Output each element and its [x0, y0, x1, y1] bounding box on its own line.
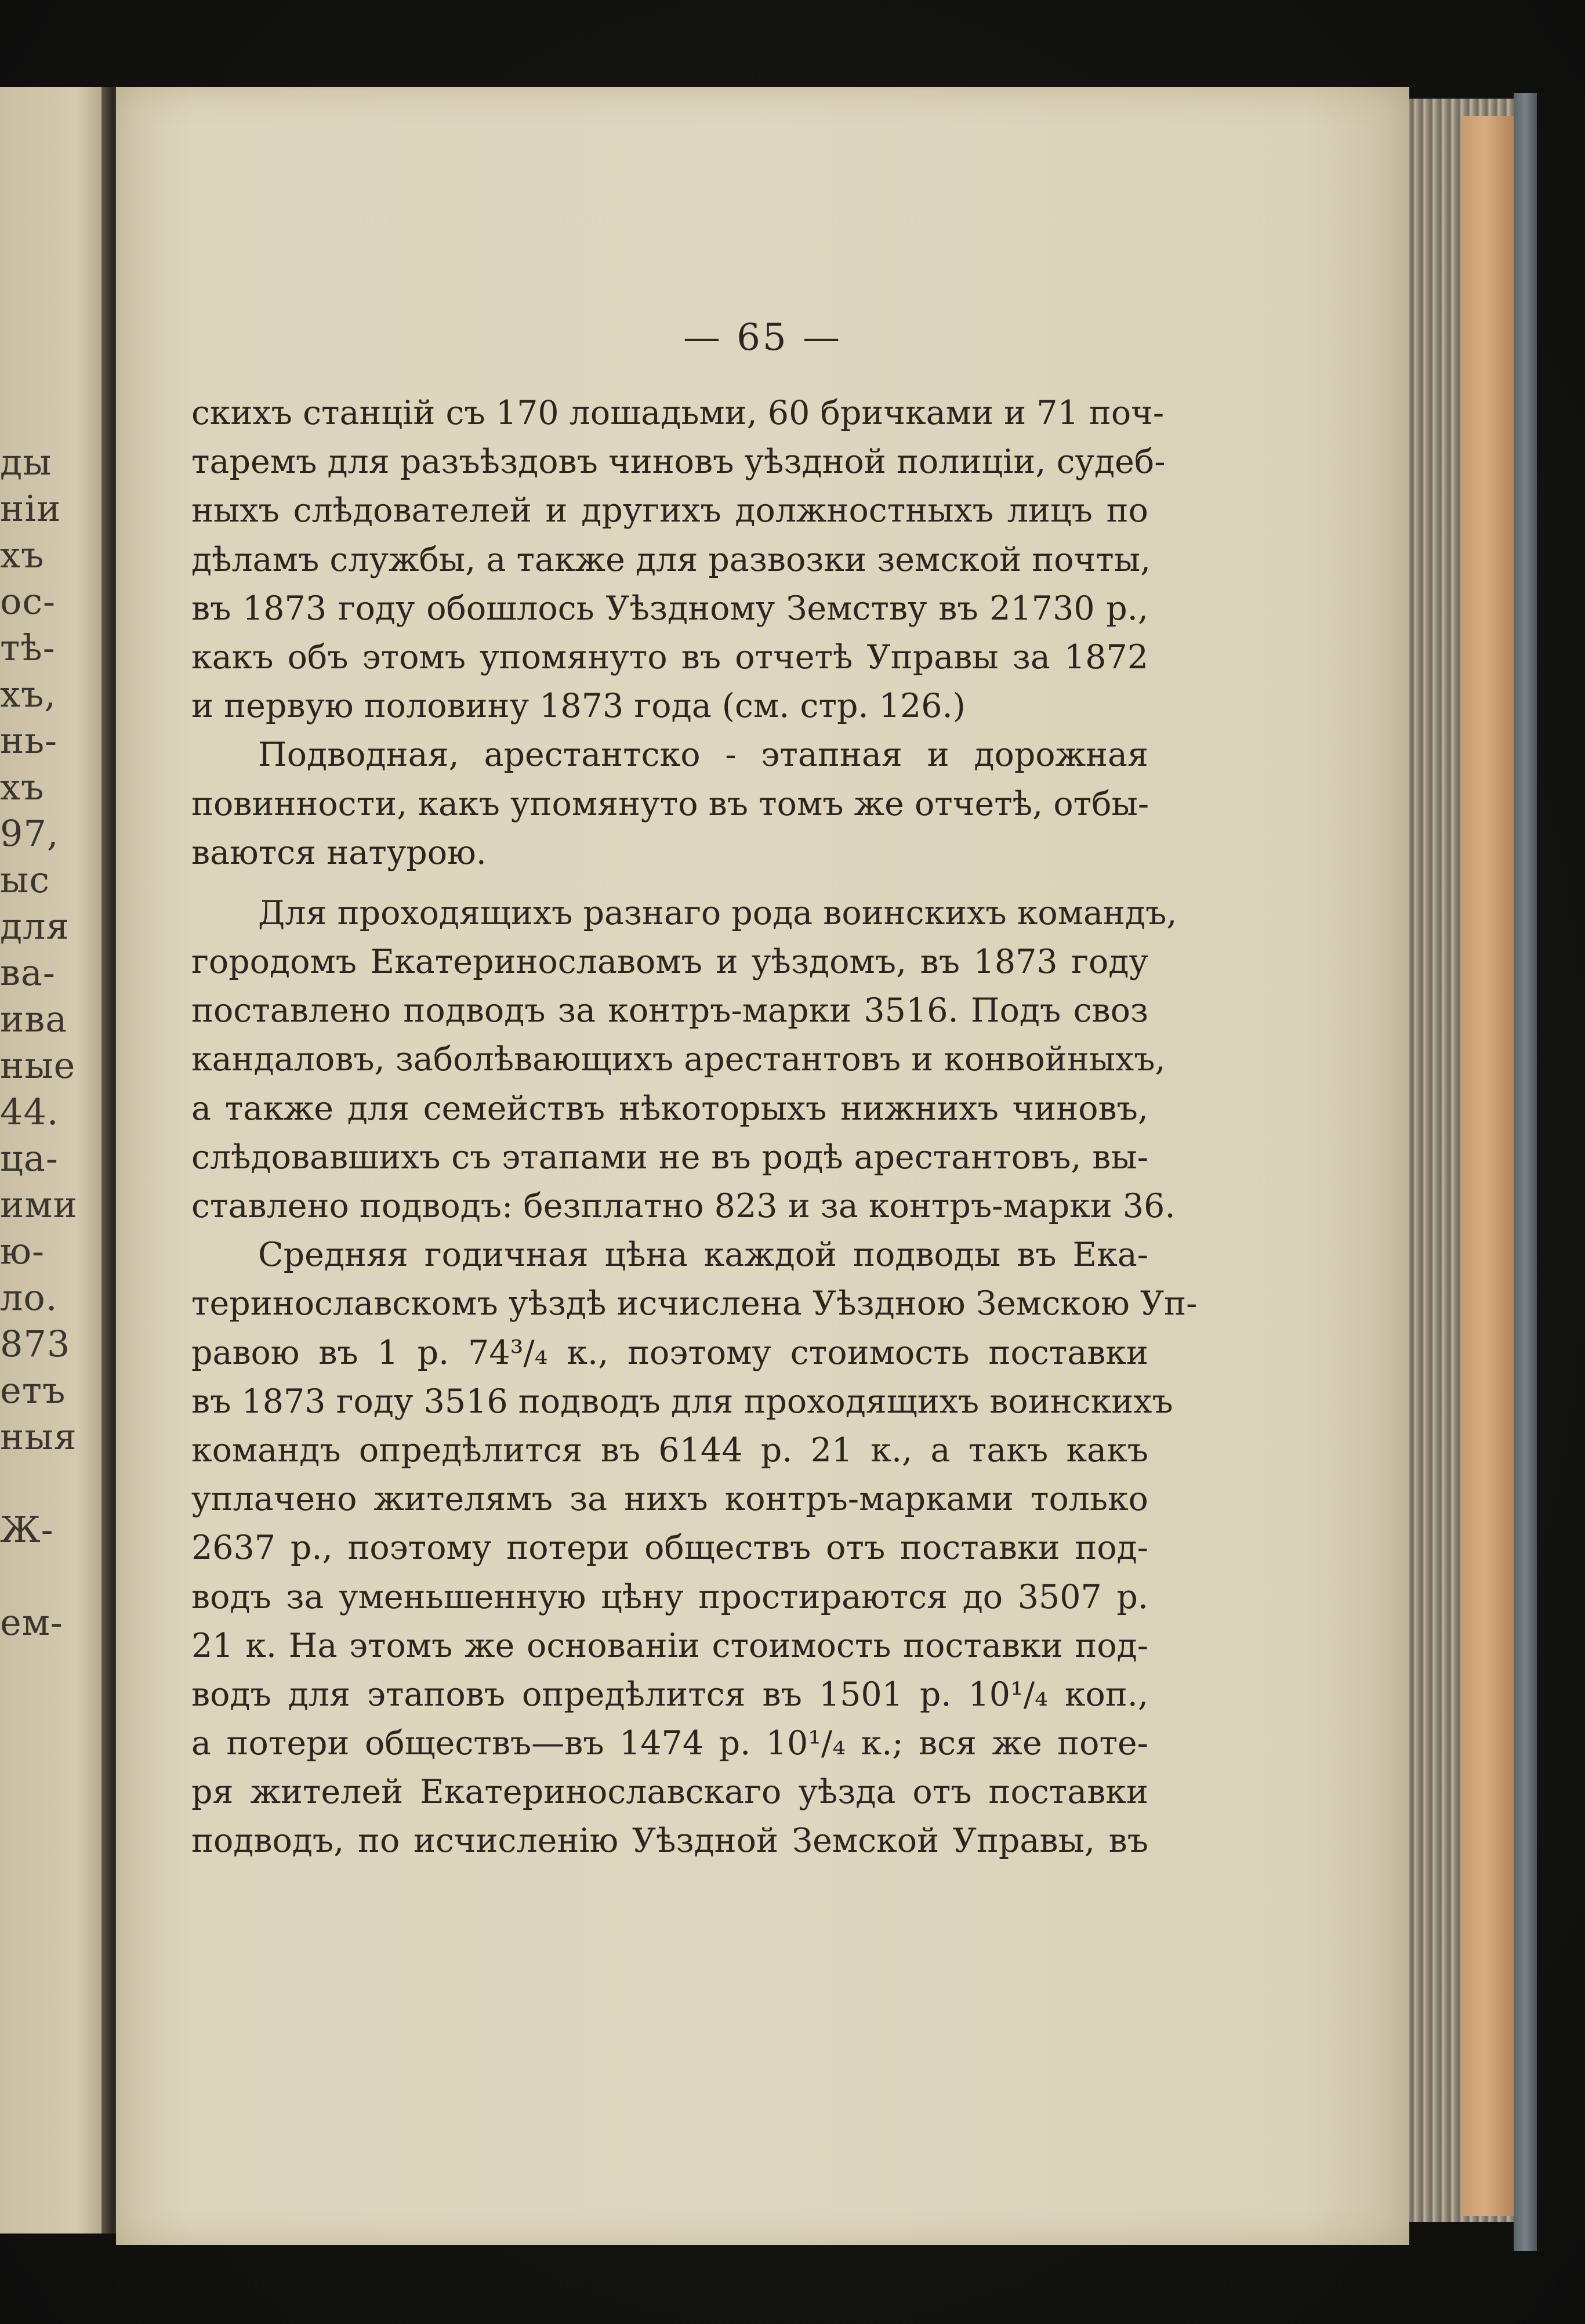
previous-page-text-fragment: ими	[0, 1183, 78, 1226]
text-line: повинности, какъ упомянуто въ томъ же отчетѣ, отбы-	[191, 784, 1149, 823]
text-line: водъ за уменьшенную цѣну простираются до 3507 р.	[191, 1577, 1148, 1616]
previous-page-text-fragment: етъ	[0, 1369, 66, 1411]
text-line: таремъ для разъѣздовъ чиновъ уѣздной полиціи, судеб-	[191, 443, 1166, 482]
text-line: городомъ Екатеринославомъ и уѣздомъ, въ 1873 году	[191, 943, 1148, 982]
text-line: ря жителей Екатеринославскаго уѣзда отъ поставки	[191, 1773, 1148, 1812]
paragraph-3	[191, 889, 1177, 1230]
text-line: равою въ 1 р. 74³/₄ к., поэтому стоимость поставки	[191, 1333, 1148, 1372]
text-line: ставлено подводъ: безплатно 823 и за контръ-марки 36.	[191, 1187, 1176, 1225]
previous-page-text-fragment: хъ	[0, 766, 45, 808]
text-line: а также для семействъ нѣкоторыхъ нижнихъ чиновъ,	[191, 1089, 1148, 1128]
text-line: уплачено жителямъ за нихъ контръ-марками только	[191, 1480, 1148, 1519]
previous-page-text-fragment: ос-	[0, 580, 56, 622]
paragraph-1	[191, 389, 1166, 730]
previous-page-text-fragment: хъ,	[0, 673, 57, 715]
text-line: слѣдовавшихъ съ этапами не въ родѣ арестантовъ, вы-	[191, 1138, 1148, 1177]
previous-page-text-fragment: ива	[0, 998, 68, 1040]
cover-edge	[1461, 116, 1519, 2216]
previous-page-text-fragment: 97,	[0, 812, 59, 855]
previous-page-text-fragment: ныя	[0, 1416, 77, 1458]
text-line: 2637 р., поэтому потери обществъ отъ поставки под-	[191, 1529, 1148, 1568]
previous-page-edge	[0, 87, 110, 2233]
paragraph-spacer	[191, 877, 1148, 889]
text-line: командъ опредѣлится въ 6144 р. 21 к., а такъ какъ	[191, 1431, 1148, 1469]
text-line: 21 к. На этомъ же основаніи стоимость поставки под-	[191, 1626, 1148, 1665]
binding-board	[1514, 93, 1537, 2251]
text-line: теринославскомъ уѣздѣ исчислена Уѣздною Земскою Уп-	[191, 1284, 1198, 1323]
text-line: скихъ станцій съ 170 лошадьми, 60 бричками и 71 поч-	[191, 394, 1165, 432]
text-line: въ 1873 году обошлось Уѣздному Земству въ 21730 р.,	[191, 589, 1148, 628]
text-line: ныхъ слѣдователей и другихъ должностныхъ лицъ по	[191, 491, 1148, 530]
previous-page-text-fragment: ем-	[0, 1601, 63, 1644]
text-line: Средняя годичная цѣна каждой подводы въ Ека-	[258, 1236, 1148, 1275]
text-line: подводъ, по исчисленію Уѣздной Земской Управы, въ	[191, 1822, 1148, 1860]
text-line: ваются натурою.	[191, 833, 487, 872]
text-line: въ 1873 году 3516 подводъ для проходящихъ воинскихъ	[191, 1382, 1173, 1421]
page-number: — 65 —	[683, 316, 843, 359]
text-line: какъ объ этомъ упомянуто въ отчетѣ Управы за 1872	[191, 638, 1148, 676]
page-text	[191, 389, 1198, 1866]
text-line: водъ для этаповъ опредѣлится въ 1501 р. 10¹/₄ коп.,	[191, 1675, 1148, 1714]
paragraph-2	[191, 730, 1148, 877]
paragraph-4	[191, 1230, 1198, 1865]
previous-page-text-fragment: ца-	[0, 1137, 59, 1179]
previous-page-text-fragment: ва-	[0, 951, 56, 994]
previous-page-text-fragment: хъ	[0, 534, 45, 576]
previous-page-text-fragment: Ж-	[0, 1508, 54, 1551]
text-line: дѣламъ службы, а также для развозки земской почты,	[191, 540, 1151, 579]
text-line: кандаловъ, заболѣвающихъ арестантовъ и конвойныхъ,	[191, 1040, 1166, 1079]
previous-page-text-fragment: ю-	[0, 1230, 45, 1272]
previous-page-text-fragment: ло.	[0, 1276, 58, 1319]
previous-page-text-fragment: ды	[0, 441, 52, 483]
previous-page-text-fragment: ыс	[0, 859, 50, 901]
previous-page-text-fragment: 44.	[0, 1091, 59, 1133]
previous-page-text-fragment: ные	[0, 1044, 76, 1087]
text-line: Подводная, арестантско - этапная и дорожная	[258, 736, 1148, 774]
text-line: и первую половину 1873 года (см. стр. 126.)	[191, 687, 966, 726]
text-line: Для проходящихъ разнаго рода воинскихъ командъ,	[258, 893, 1177, 932]
text-line: а потери обществъ—въ 1474 р. 10¹/₄ к.; вся же поте-	[191, 1724, 1148, 1763]
previous-page-text-fragment: ніи	[0, 487, 61, 530]
previous-page-text-fragment: для	[0, 905, 70, 947]
text-line: поставлено подводъ за контръ-марки 3516. Подъ своз	[191, 991, 1148, 1030]
previous-page-text-fragment: тѣ-	[0, 627, 56, 669]
previous-page-text-fragment: нь-	[0, 719, 58, 762]
previous-page-text-fragment: 873	[0, 1323, 71, 1365]
